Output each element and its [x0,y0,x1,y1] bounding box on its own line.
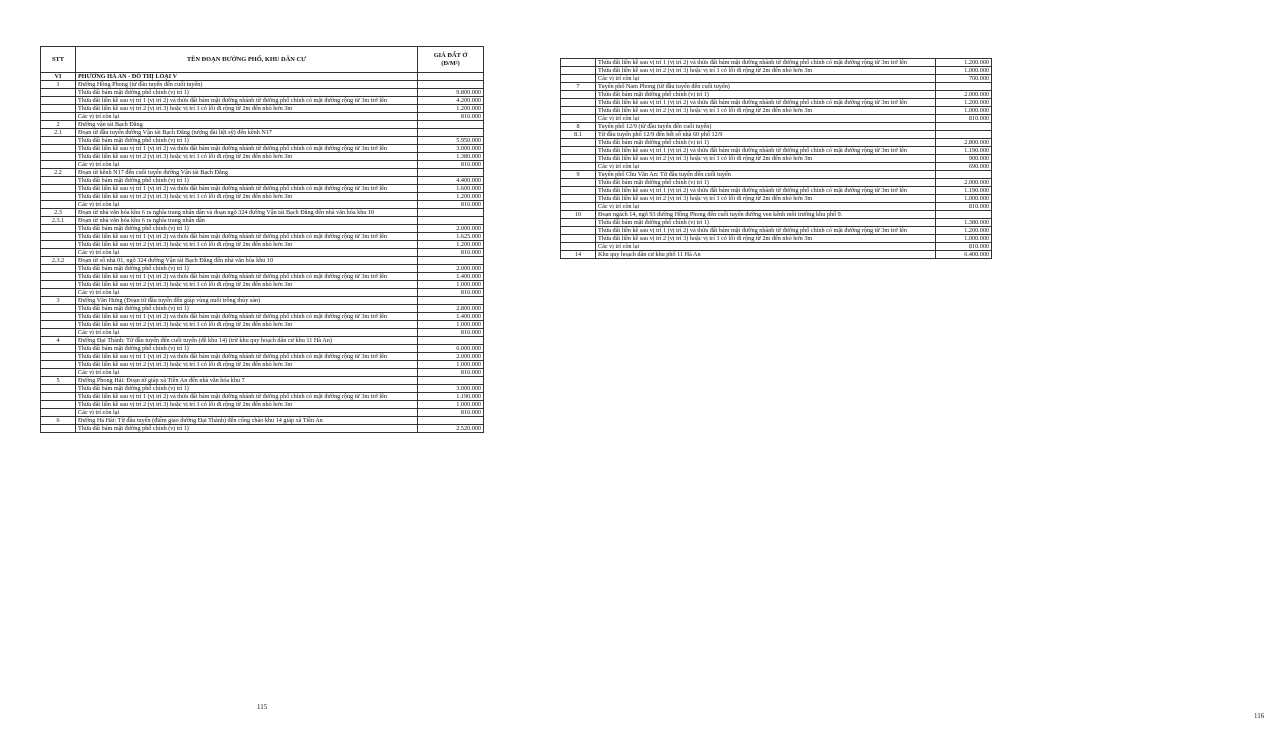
row-name: Thửa đất bám mặt đường phố chính (vị trí 1) [76,225,418,233]
row-name: PHƯỜNG HÀ AN - ĐÔ THỊ LOẠI V [76,73,418,81]
table-row [561,251,992,259]
row-name: Thửa đất liền kề sau vị trí 1 (vị trí 2) và thửa đất bám mặt đường nhánh từ đường phố chính có mặt đường rộng từ 3m trở lên [76,97,418,105]
row-price: 810.000 [418,161,484,169]
row-stt [561,195,596,203]
row-price [936,123,992,131]
row-name: Các vị trí còn lại [596,163,936,171]
row-price: 1.200.000 [936,99,992,107]
table-row [561,179,992,187]
left-page [0,0,512,731]
table-row [561,107,992,115]
table-row [561,147,992,155]
row-stt [41,105,76,113]
row-stt [41,225,76,233]
table-row [41,73,484,81]
table-row [561,171,992,179]
row-price: 1.380.000 [418,153,484,161]
row-name: Đoạn từ nhà văn hóa khu 6 ra nghĩa trang nhân dân [76,217,418,225]
row-name: Các vị trí còn lại [76,201,418,209]
row-price [418,129,484,137]
row-name: Đoạn từ đầu tuyến đường Vận tải Bạch Đằng (tượng đài liệt sỹ) đến kênh N17 [76,129,418,137]
row-stt: 2.1 [41,129,76,137]
table-row [41,153,484,161]
row-price: 1.190.000 [936,147,992,155]
row-price: 1.000.000 [936,195,992,203]
row-price: 2.800.000 [418,305,484,313]
row-price: 5.950.000 [418,137,484,145]
table-row [41,81,484,89]
row-stt [41,329,76,337]
row-name: Thửa đất liền kề sau vị trí 2 (vị trí 3) hoặc vị trí 1 có lối đi rộng từ 2m đến nhỏ hơn 3m [76,241,418,249]
row-stt: 4 [41,337,76,345]
row-name: Đoạn từ kênh N17 đến cuối tuyến đường Vận tải Bạch Đằng [76,169,418,177]
table-row [41,209,484,217]
row-price [418,417,484,425]
row-name: Thửa đất liền kề sau vị trí 1 (vị trí 2) và thửa đất bám mặt đường nhánh từ đường phố chính có mặt đường rộng từ 3m trở lên [76,393,418,401]
table-row [41,169,484,177]
row-name: Thửa đất liền kề sau vị trí 2 (vị trí 3) hoặc vị trí 1 có lối đi rộng từ 2m đến nhỏ hơn 3m [596,107,936,115]
table-row [41,385,484,393]
table-row [561,235,992,243]
row-stt: 2.2 [41,169,76,177]
row-name: Đường Hà Hải: Từ đầu tuyến (điểm giao đường Đại Thành) đến cổng chào khu 14 giáp xã Tiền An [76,417,418,425]
table-row [41,329,484,337]
row-name: Thửa đất bám mặt đường phố chính (vị trí 1) [76,265,418,273]
row-stt [41,177,76,185]
row-name: Đoạn từ số nhà 01, ngõ 324 đường Vận tải Bạch Đằng đến nhà văn hóa khu 10 [76,257,418,265]
row-name: Thửa đất bám mặt đường phố chính (vị trí 1) [76,305,418,313]
row-stt: 9 [561,171,596,179]
row-price: 6.400.000 [936,251,992,259]
table-row [561,187,992,195]
row-name: Tuyến phố Chu Văn An: Từ đầu tuyến đến cuối tuyến [596,171,936,179]
table-row [561,195,992,203]
row-name: Thửa đất liền kề sau vị trí 2 (vị trí 3) hoặc vị trí 1 có lối đi rộng từ 2m đến nhỏ hơn 3m [596,67,936,75]
row-stt [561,235,596,243]
row-price: 2.000.000 [936,179,992,187]
row-price: 810.000 [418,369,484,377]
row-name: Tuyến phố Nam Phong (từ đầu tuyến đến cuối tuyến) [596,83,936,91]
row-price: 4.200.000 [418,97,484,105]
row-name: Các vị trí còn lại [76,329,418,337]
row-price: 1.000.000 [418,321,484,329]
row-stt: 3 [41,297,76,305]
table-row [561,91,992,99]
row-price: 810.000 [418,409,484,417]
row-stt [41,313,76,321]
table-row [561,243,992,251]
row-price: 6.000.000 [418,345,484,353]
row-price: 2.520.000 [418,425,484,433]
row-stt [561,99,596,107]
row-stt [41,145,76,153]
row-price: 3.000.000 [418,385,484,393]
row-name: Khu quy hoạch dân cư khu phố 11 Hà An [596,251,936,259]
row-stt [41,241,76,249]
row-name: Thửa đất liền kề sau vị trí 1 (vị trí 2) và thửa đất bám mặt đường nhánh từ đường phố chính có mặt đường rộng từ 3m trở lên [76,313,418,321]
row-stt [561,75,596,83]
row-name: Thửa đất liền kề sau vị trí 1 (vị trí 2) và thửa đất bám mặt đường nhánh từ đường phố chính có mặt đường rộng từ 3m trở lên [596,59,936,67]
row-price [418,81,484,89]
table-header-row [41,47,484,73]
row-stt [41,161,76,169]
table-row [561,59,992,67]
table-row [561,115,992,123]
row-price [936,171,992,179]
table-row [41,225,484,233]
row-price [418,217,484,225]
row-name: Đường Văn Hưng (Đoạn từ đầu tuyến đến giáp vùng nuôi trồng thủy sản) [76,297,418,305]
row-stt: 10 [561,211,596,219]
table-row [41,297,484,305]
table-row [41,393,484,401]
row-price: 2.000.000 [418,353,484,361]
row-price: 1.000.000 [418,401,484,409]
row-price: 1.000.000 [936,235,992,243]
row-name: Thửa đất liền kề sau vị trí 1 (vị trí 2) và thửa đất bám mặt đường nhánh từ đường phố chính có mặt đường rộng từ 3m trở lên [596,147,936,155]
row-price [418,337,484,345]
row-price: 1.380.000 [936,219,992,227]
table-row [41,321,484,329]
row-price: 1.190.000 [418,393,484,401]
table-row [41,129,484,137]
table-row [561,155,992,163]
row-price: 9.800.000 [418,89,484,97]
row-stt [561,227,596,235]
row-price: 1.600.000 [418,185,484,193]
row-price: 810.000 [936,243,992,251]
row-stt [41,425,76,433]
row-price: 700.000 [936,75,992,83]
row-name: Các vị trí còn lại [76,161,418,169]
row-price: 810.000 [418,289,484,297]
row-stt [41,233,76,241]
table-row [41,361,484,369]
table-row [41,201,484,209]
row-price: 1.625.000 [418,233,484,241]
row-stt [561,115,596,123]
row-name: Thửa đất liền kề sau vị trí 2 (vị trí 3) hoặc vị trí 1 có lối đi rộng từ 2m đến nhỏ hơn 3m [76,321,418,329]
right-page [512,0,1264,731]
row-stt [41,97,76,105]
land-price-table-right [560,58,992,259]
row-price: 1.000.000 [936,107,992,115]
row-price: 810.000 [418,201,484,209]
table-row [41,273,484,281]
row-stt: 7 [561,83,596,91]
table-row [41,185,484,193]
row-stt [561,155,596,163]
table-row [41,353,484,361]
row-price: 1.400.000 [418,273,484,281]
row-stt [41,153,76,161]
row-price: 2.000.000 [936,91,992,99]
row-stt [41,409,76,417]
table-row [41,233,484,241]
table-row [41,337,484,345]
row-name: Các vị trí còn lại [76,113,418,121]
table-row [561,211,992,219]
table-row [41,113,484,121]
row-name: Đoạn ngách 14, ngõ 93 đường Hồng Phong đến cuối tuyến đường ven kênh môi trường khu phố 9. [596,211,936,219]
row-price [418,209,484,217]
table-row [561,227,992,235]
row-price: 3.000.000 [418,145,484,153]
header-price-line1: GIÁ ĐẤT Ở [433,51,468,59]
row-name: Thửa đất liền kề sau vị trí 1 (vị trí 2) và thửa đất bám mặt đường nhánh từ đường phố chính có mặt đường rộng từ 3m trở lên [76,353,418,361]
row-price: 1.200.000 [936,227,992,235]
table-row [561,123,992,131]
row-name: Tuyến phố 12/9 (từ đầu tuyến đến cuối tuyến) [596,123,936,131]
row-name: Các vị trí còn lại [596,75,936,83]
row-stt [561,187,596,195]
table-row [41,145,484,153]
header-price [418,47,484,73]
row-price: 1.200.000 [418,241,484,249]
row-price: 2.000.000 [418,265,484,273]
row-stt [41,321,76,329]
row-name: Thửa đất liền kề sau vị trí 2 (vị trí 3) hoặc vị trí 1 có lối đi rộng từ 2m đến nhỏ hơn 3m [596,195,936,203]
table-row [41,377,484,385]
row-stt [41,385,76,393]
table-row [41,161,484,169]
row-name: Thửa đất bám mặt đường phố chính (vị trí 1) [596,219,936,227]
row-stt [561,107,596,115]
table-row [41,313,484,321]
row-price: 2.000.000 [418,225,484,233]
row-stt: 6 [41,417,76,425]
table-row [41,177,484,185]
row-stt [41,353,76,361]
row-stt: 2.3 [41,209,76,217]
row-price: 2.800.000 [936,139,992,147]
row-stt [561,163,596,171]
row-name: Đường Phong Hải: Đoạn từ giáp xã Tiền An đến nhà văn hóa khu 7 [76,377,418,385]
row-name: Đường vận tải Bạch Đằng [76,121,418,129]
row-name: Thửa đất liền kề sau vị trí 2 (vị trí 3) hoặc vị trí 1 có lối đi rộng từ 2m đến nhỏ hơn 3m [76,401,418,409]
land-price-table-left [40,46,484,433]
row-stt: 8 [561,123,596,131]
row-stt [561,203,596,211]
row-stt [41,281,76,289]
row-name: Thửa đất liền kề sau vị trí 2 (vị trí 3) hoặc vị trí 1 có lối đi rộng từ 2m đến nhỏ hơn 3m [76,105,418,113]
row-price: 1.190.000 [936,187,992,195]
table-row [41,241,484,249]
row-name: Các vị trí còn lại [76,369,418,377]
row-name: Đoạn từ nhà văn hóa khu 6 ra nghĩa trang nhân dân và đoạn ngõ 324 đường Vận tải Bạch Đằng đến nhà văn hóa khu 10 [76,209,418,217]
table-row [41,289,484,297]
row-price [418,169,484,177]
row-stt [41,361,76,369]
row-name: Thửa đất liền kề sau vị trí 1 (vị trí 2) và thửa đất bám mặt đường nhánh từ đường phố chính có mặt đường rộng từ 3m trở lên [76,185,418,193]
row-name: Thửa đất bám mặt đường phố chính (vị trí 1) [596,91,936,99]
row-name: Thửa đất liền kề sau vị trí 1 (vị trí 2) và thửa đất bám mặt đường nhánh từ đường phố chính có mặt đường rộng từ 3m trở lên [76,145,418,153]
row-name: Các vị trí còn lại [596,243,936,251]
row-price [418,297,484,305]
row-stt [41,185,76,193]
row-name: Các vị trí còn lại [596,203,936,211]
row-price [936,131,992,139]
row-stt [41,273,76,281]
page-number-right: 116 [1254,712,1264,720]
row-price [418,257,484,265]
row-stt [561,139,596,147]
row-name: Thửa đất bám mặt đường phố chính (vị trí 1) [76,385,418,393]
table-row [561,99,992,107]
row-name: Các vị trí còn lại [76,249,418,257]
row-price [936,83,992,91]
row-stt: 2.3.2 [41,257,76,265]
row-price: 810.000 [936,115,992,123]
row-stt: 2.3.1 [41,217,76,225]
row-name: Thửa đất liền kề sau vị trí 2 (vị trí 3) hoặc vị trí 1 có lối đi rộng từ 2m đến nhỏ hơn 3m [76,281,418,289]
row-price: 1.000.000 [418,361,484,369]
row-stt [41,305,76,313]
row-stt [41,137,76,145]
table-row [561,139,992,147]
table-row [41,89,484,97]
row-price [418,73,484,81]
table-row [41,217,484,225]
row-name: Thửa đất liền kề sau vị trí 1 (vị trí 2) và thửa đất bám mặt đường nhánh từ đường phố chính có mặt đường rộng từ 3m trở lên [76,233,418,241]
row-name: Thửa đất bám mặt đường phố chính (vị trí 1) [76,177,418,185]
table-row [41,105,484,113]
row-name: Đường Hồng Phong (từ đầu tuyến đến cuối tuyến) [76,81,418,89]
row-name: Các vị trí còn lại [76,289,418,297]
row-price: 1.400.000 [418,313,484,321]
row-name: Đường Đại Thành: Từ đầu tuyến đến cuối tuyến (đê khu 14) (trừ khu quy hoạch dân cư khu 11 Hà An) [76,337,418,345]
row-name: Các vị trí còn lại [596,115,936,123]
row-stt [41,393,76,401]
row-stt [561,67,596,75]
table-row [561,75,992,83]
row-price: 1.000.000 [418,281,484,289]
table-row [41,265,484,273]
table-body-right [561,59,992,259]
table-row [41,249,484,257]
table-row [41,425,484,433]
row-price: 1.200.000 [418,105,484,113]
table-row [41,193,484,201]
row-price: 900.000 [936,155,992,163]
row-name: Thửa đất liền kề sau vị trí 2 (vị trí 3) hoặc vị trí 1 có lối đi rộng từ 2m đến nhỏ hơn 3m [596,155,936,163]
table-row [41,345,484,353]
row-stt: 14 [561,251,596,259]
row-stt [41,401,76,409]
header-stt: STT [41,47,76,73]
row-name: Thửa đất liền kề sau vị trí 1 (vị trí 2) và thửa đất bám mặt đường nhánh từ đường phố chính có mặt đường rộng từ 3m trở lên [596,99,936,107]
table-row [41,137,484,145]
row-stt [561,91,596,99]
header-name: TÊN ĐOẠN ĐƯỜNG PHỐ, KHU DÂN CƯ [76,47,418,73]
table-row [561,131,992,139]
row-price: 810.000 [418,249,484,257]
table-row [41,121,484,129]
row-stt [41,201,76,209]
table-body-left [41,73,484,433]
table-row [41,257,484,265]
table-row [561,67,992,75]
row-stt: VI [41,73,76,81]
row-name: Thửa đất liền kề sau vị trí 2 (vị trí 3) hoặc vị trí 1 có lối đi rộng từ 2m đến nhỏ hơn 3m [76,153,418,161]
row-stt [41,265,76,273]
table-row [41,305,484,313]
row-price [418,377,484,385]
row-name: Thửa đất bám mặt đường phố chính (vị trí 1) [596,139,936,147]
row-stt [41,113,76,121]
table-row [41,417,484,425]
row-stt [41,289,76,297]
row-stt [41,89,76,97]
row-stt [561,59,596,67]
row-name: Thửa đất liền kề sau vị trí 1 (vị trí 2) và thửa đất bám mặt đường nhánh từ đường phố chính có mặt đường rộng từ 3m trở lên [596,227,936,235]
row-price [418,121,484,129]
row-price: 1.000.000 [936,67,992,75]
row-name: Thửa đất bám mặt đường phố chính (vị trí 1) [76,137,418,145]
row-name: Thửa đất bám mặt đường phố chính (vị trí 1) [76,345,418,353]
row-price: 1.200.000 [936,59,992,67]
row-stt: 5 [41,377,76,385]
row-price: 4.400.000 [418,177,484,185]
table-row [41,409,484,417]
row-stt: 2 [41,121,76,129]
row-stt: 1 [41,81,76,89]
row-price: 810.000 [418,329,484,337]
row-name: Thửa đất liền kề sau vị trí 2 (vị trí 3) hoặc vị trí 1 có lối đi rộng từ 2m đến nhỏ hơn 3m [76,193,418,201]
row-stt: 8.1 [561,131,596,139]
row-stt [561,179,596,187]
table-row [41,401,484,409]
row-name: Từ đầu tuyến phố 12/9 đến hết số nhà 60 phố 12/9 [596,131,936,139]
row-name: Thửa đất liền kề sau vị trí 1 (vị trí 2) và thửa đất bám mặt đường nhánh từ đường phố chính có mặt đường rộng từ 3m trở lên [76,273,418,281]
row-stt [561,147,596,155]
row-name: Thửa đất liền kề sau vị trí 2 (vị trí 3) hoặc vị trí 1 có lối đi rộng từ 2m đến nhỏ hơn 3m [596,235,936,243]
row-stt [561,243,596,251]
row-stt [561,219,596,227]
table-row [561,203,992,211]
row-name: Thửa đất liền kề sau vị trí 2 (vị trí 3) hoặc vị trí 1 có lối đi rộng từ 2m đến nhỏ hơn 3m [76,361,418,369]
row-price [936,211,992,219]
row-stt [41,193,76,201]
table-row [41,281,484,289]
row-stt [41,345,76,353]
table-row [41,97,484,105]
row-name: Thửa đất bám mặt đường phố chính (vị trí 1) [76,89,418,97]
row-price: 690.000 [936,163,992,171]
row-stt [41,369,76,377]
row-price: 810.000 [418,113,484,121]
row-name: Các vị trí còn lại [76,409,418,417]
table-row [561,219,992,227]
row-name: Thửa đất bám mặt đường phố chính (vị trí 1) [596,179,936,187]
table-row [561,83,992,91]
row-name: Thửa đất liền kề sau vị trí 1 (vị trí 2) và thửa đất bám mặt đường nhánh từ đường phố chính có mặt đường rộng từ 3m trở lên [596,187,936,195]
row-stt [41,249,76,257]
header-price-line2: (Đ/M²) [441,59,460,67]
table-row [561,163,992,171]
page-number-left: 115 [257,703,268,711]
table-row [41,369,484,377]
row-price: 810.000 [936,203,992,211]
row-name: Thửa đất bám mặt đường phố chính (vị trí 1) [76,425,418,433]
row-price: 1.200.000 [418,193,484,201]
